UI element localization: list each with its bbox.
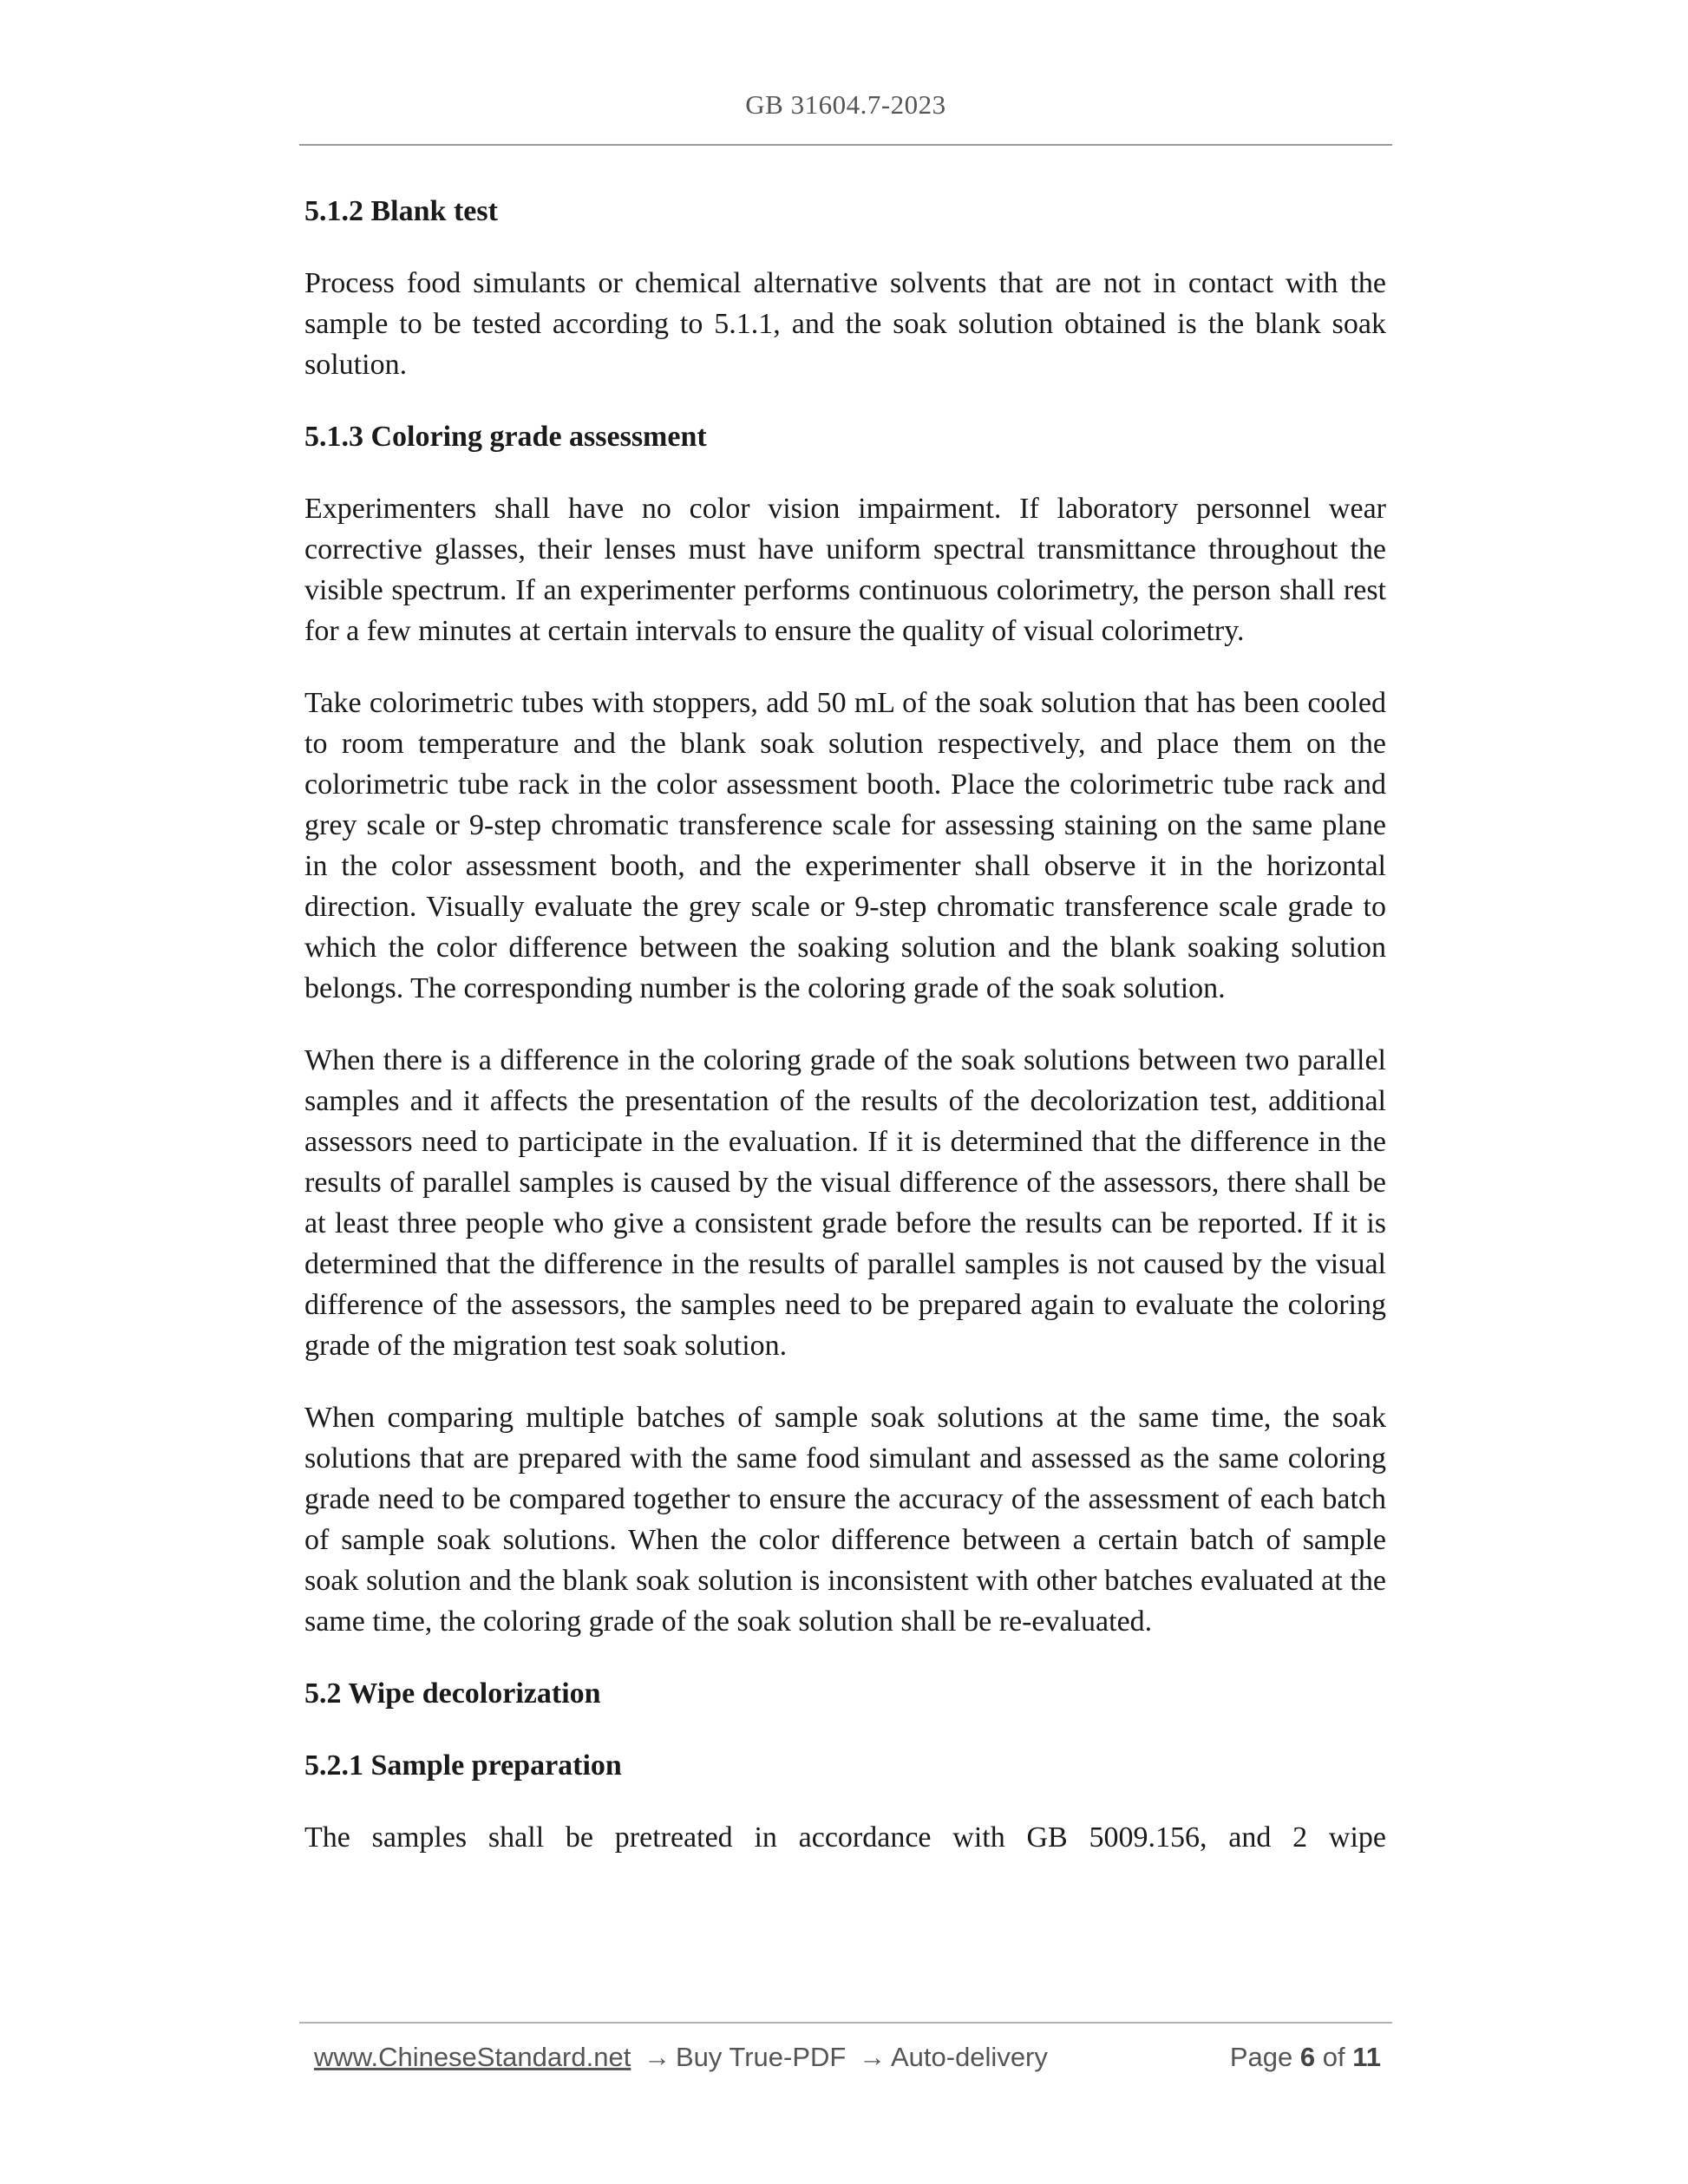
document-body bbox=[304, 191, 1386, 1889]
section-heading-5-2: 5.2 Wipe decolorization bbox=[304, 1677, 601, 1710]
arrow-right-icon: → bbox=[643, 2042, 671, 2072]
footer-promo bbox=[314, 2042, 1048, 2073]
header-divider bbox=[299, 144, 1392, 146]
paragraph: Take colorimetric tubes with stoppers, add 50 mL of the soak solution that has been cooled to room temperature and the blank soak solution respectively, and place them on the colorimetric tube rack in the color assessment booth. Place the colorimetric tube rack and grey scale or 9-step chromatic transference scale for assessing staining on the same plane in the color assessment booth, and the experimenter shall observe it in the horizontal direction. Visually evaluate the grey scale or 9-step chromatic transference scale grade to which the color difference between the soaking solution and the blank soaking solution belongs. The corresponding number is the coloring grade of the soak solution. bbox=[304, 687, 1386, 1004]
paragraph: When comparing multiple batches of sample soak solutions at the same time, the soak solutions that are prepared with the same food simulant and assessed as the same coloring grade need to be compared together to ensure the accuracy of the assessment of each batch of sample soak solutions. When the color difference between a certain batch of sample soak solution and the blank soak solution is inconsistent with other batches evaluated at the same time, the coloring grade of the soak solution shall be re-evaluated. bbox=[304, 1402, 1386, 1638]
section-heading-5-1-2: 5.1.2 Blank test bbox=[304, 195, 498, 227]
page-footer bbox=[314, 2042, 1381, 2080]
paragraph: Experimenters shall have no color vision impairment. If laboratory personnel wear corrective glasses, their lenses must have uniform spectral transmittance throughout the visible spectrum. If an experimenter performs continuous colorimetry, the person shall rest for a few minutes at certain intervals to ensure the quality of visual colorimetry. bbox=[304, 493, 1386, 647]
buy-true-pdf-text: Buy True-PDF bbox=[675, 2042, 847, 2072]
section-heading-5-1-3: 5.1.3 Coloring grade assessment bbox=[304, 421, 707, 453]
paragraph: Process food simulants or chemical alternative solvents that are not in contact with the sample to be tested according to 5.1.1, and the soak solution obtained is the blank soak solution. bbox=[304, 267, 1386, 381]
paragraph: The samples shall be pretreated in accordance with GB 5009.156, and 2 wipe bbox=[304, 1821, 1386, 1854]
auto-delivery-text: Auto-delivery bbox=[890, 2042, 1048, 2072]
page-current: 6 bbox=[1299, 2042, 1316, 2072]
page-indicator bbox=[1230, 2042, 1381, 2073]
page-label: Page bbox=[1229, 2042, 1293, 2072]
arrow-right-icon: → bbox=[858, 2042, 886, 2072]
site-link[interactable]: www.ChineseStandard.net bbox=[314, 2042, 631, 2072]
page-total: 11 bbox=[1352, 2042, 1381, 2072]
paragraph: When there is a difference in the coloring grade of the soak solutions between two parallel samples and it affects the presentation of the results of the decolorization test, additional assessors need to participate in the evaluation. If it is determined that the difference in the results of parallel samples is caused by the visual difference of the assessors, there shall be at least three people who give a consistent grade before the results can be reported. If it is determined that the difference in the results of parallel samples is not caused by the visual difference of the assessors, the samples need to be prepared again to evaluate the coloring grade of the migration test soak solution. bbox=[304, 1044, 1386, 1362]
page-of-label: of bbox=[1322, 2042, 1345, 2072]
document-header-id: GB 31604.7-2023 bbox=[745, 89, 946, 120]
footer-divider bbox=[299, 2022, 1392, 2024]
section-heading-5-2-1: 5.2.1 Sample preparation bbox=[304, 1749, 622, 1782]
